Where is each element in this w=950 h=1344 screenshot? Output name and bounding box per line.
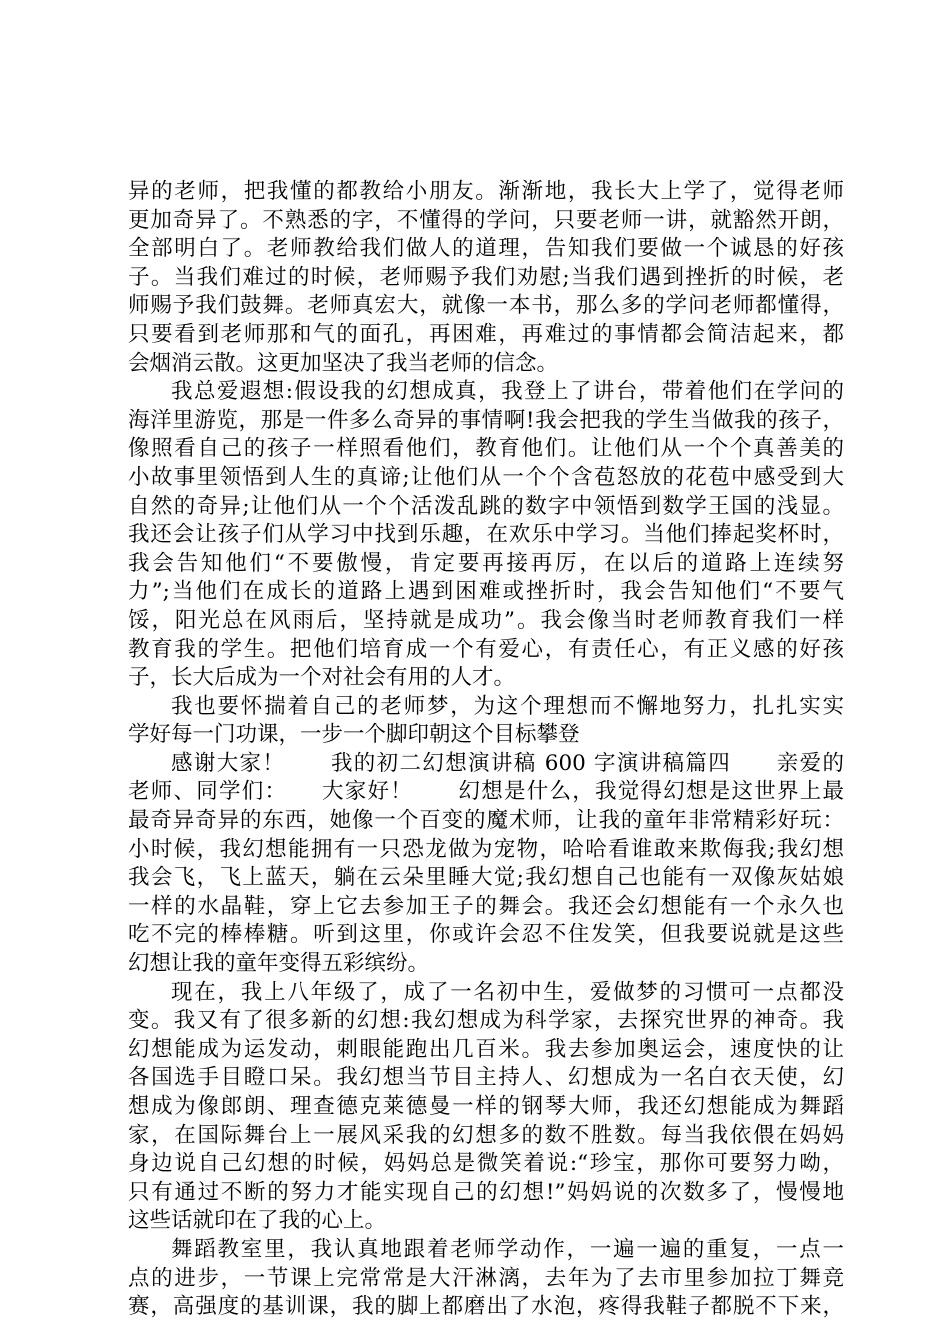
text-line: 我会告知他们“不要傲慢，肯定要再接再厉，在以后的道路上连续努	[128, 550, 844, 576]
document-body	[128, 178, 844, 1322]
text-line: 师赐予我们鼓舞。老师真宏大，就像一本书，那么多的学问老师都懂得，	[128, 293, 844, 319]
text-line: 像照看自己的孩子一样照看他们，教育他们。让他们从一个个真善美的	[128, 436, 844, 462]
text-line: 我会飞，飞上蓝天，躺在云朵里睡大觉;我幻想自己也能有一双像灰姑娘	[128, 865, 844, 891]
text-line: 幻想能成为运发动，刺眼能跑出几百米。我去参加奥运会，速度快的让	[128, 1036, 844, 1062]
text-line: 吃不完的棒棒糖。听到这里，你或许会忍不住发笑，但我要说就是这些	[128, 922, 844, 948]
text-line: 教育我的学生。把他们培育成一个有爱心，有责任心，有正义感的好孩	[128, 636, 844, 662]
text-line: 赛，高强度的基训课，我的脚上都磨出了水泡，疼得我鞋子都脱不下来，	[128, 1294, 844, 1320]
text-line: 这些话就印在了我的心上。	[128, 1208, 387, 1234]
text-line: 会烟消云散。这更加坚决了我当老师的信念。	[128, 350, 559, 376]
text-line: 小时候，我幻想能拥有一只恐龙做为宠物，哈哈看谁敢来欺侮我;我幻想	[128, 836, 844, 862]
text-line: 老师、同学们： 大家好！ 幻想是什么，我觉得幻想是这世界上最	[128, 779, 844, 805]
text-line: 变。我又有了很多新的幻想:我幻想成为科学家，去探究世界的神奇。我	[128, 1008, 844, 1034]
text-line: 只有通过不断的努力才能实现自己的幻想!”妈妈说的次数多了，慢慢地	[128, 1179, 844, 1205]
text-line: 我还会让孩子们从学习中找到乐趣，在欢乐中学习。当他们捧起奖杯时，	[128, 522, 844, 548]
text-line: 子，长大后成为一个对社会有用的人才。	[128, 665, 516, 691]
text-line: 力”;当他们在成长的道路上遇到困难或挫折时，我会告知他们“不要气	[128, 579, 844, 605]
text-line: 我也要怀揣着自己的老师梦，为这个理想而不懈地努力，扎扎实实	[171, 693, 844, 719]
text-line: 自然的奇异;让他们从一个个活泼乱跳的数字中领悟到数学王国的浅显。	[128, 493, 844, 519]
text-line: 异的老师，把我懂的都教给小朋友。渐渐地，我长大上学了，觉得老师	[128, 179, 844, 204]
text-line: 一样的水晶鞋，穿上它去参加王子的舞会。我还会幻想能有一个永久也	[128, 893, 844, 919]
text-line: 感谢大家！ 我的初二幻想演讲稿 600 字演讲稿篇四 亲爱的	[171, 750, 844, 776]
text-line: 家，在国际舞台上一展风采我的幻想多的数不胜数。每当我依偎在妈妈	[128, 1122, 844, 1148]
text-line: 舞蹈教室里，我认真地跟着老师学动作，一遍一遍的重复，一点一	[171, 1236, 844, 1262]
text-line: 学好每一门功课，一步一个脚印朝这个目标攀登	[128, 722, 580, 748]
text-line: 馁，阳光总在风雨后，坚持就是成功”。我会像当时老师教育我们一样	[128, 607, 844, 633]
text-line: 最奇异奇异的东西，她像一个百变的魔术师，让我的童年非常精彩好玩：	[128, 808, 844, 834]
text-line: 点的进步，一节课上完常常是大汗淋漓，去年为了去市里参加拉丁舞竞	[128, 1265, 844, 1291]
text-line: 身边说自己幻想的时候，妈妈总是微笑着说:“珍宝，那你可要努力呦，	[128, 1151, 844, 1177]
text-line: 更加奇异了。不熟悉的字，不懂得的学问，只要老师一讲，就豁然开朗，	[128, 207, 844, 233]
text-line: 幻想让我的童年变得五彩缤纷。	[128, 951, 430, 977]
text-line: 各国选手目瞪口呆。我幻想当节目主持人、幻想成为一名白衣天使，幻	[128, 1065, 844, 1091]
text-line: 只要看到老师那和气的面孔，再困难，再难过的事情都会简洁起来，都	[128, 321, 844, 347]
text-line: 我总爱遐想:假设我的幻想成真，我登上了讲台，带着他们在学问的	[171, 379, 844, 405]
text-line: 现在，我上八年级了，成了一名初中生，爱做梦的习惯可一点都没	[171, 979, 844, 1005]
text-line: 海洋里游览，那是一件多么奇异的事情啊!我会把我的学生当做我的孩子，	[128, 407, 844, 433]
text-line: 小故事里领悟到人生的真谛;让他们从一个个含苞怒放的花苞中感受到大	[128, 464, 844, 490]
text-line: 全部明白了。老师教给我们做人的道理，告知我们要做一个诚恳的好孩	[128, 236, 844, 262]
text-line: 子。当我们难过的时候，老师赐予我们劝慰;当我们遇到挫折的时候，老	[128, 264, 844, 290]
text-line: 想成为像郎朗、理查德克莱德曼一样的钢琴大师，我还幻想能成为舞蹈	[128, 1094, 844, 1119]
